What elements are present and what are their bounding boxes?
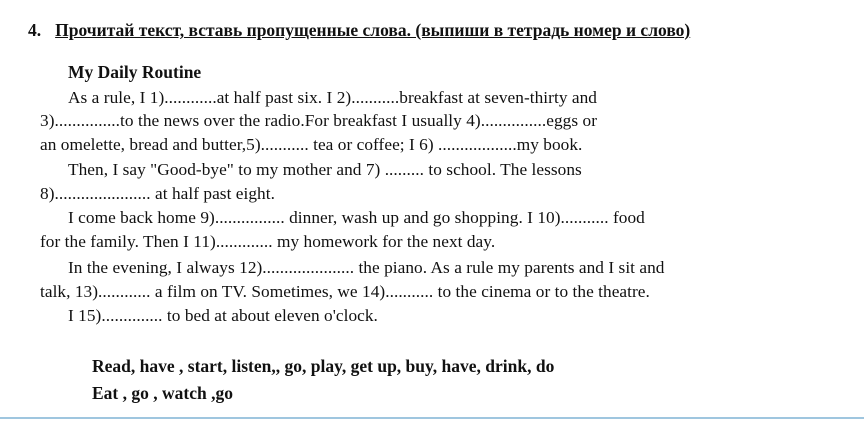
text-line-2: 3)...............to the news over the radio.For breakfast I usually 4)...............eggs or xyxy=(40,111,597,130)
task-number: 4. xyxy=(28,20,42,40)
text-line-7: for the family. Then I 11)............. my homework for the next day. xyxy=(40,232,496,251)
text-title: My Daily Routine xyxy=(68,62,202,82)
word-bank-line-1: Read, have , start, listen,, go, play, get up, buy, have, drink, do xyxy=(92,356,555,376)
text-line-1: As a rule, I 1)............at half past six. I 2)...........breakfast at seven-thirty and xyxy=(68,88,597,107)
text-line-9: talk, 13)............ a film on TV. Sometimes, we 14)........... to the cinema or to the theatre. xyxy=(40,282,650,301)
word-bank-line-2: Eat , go , watch ,go xyxy=(92,383,233,403)
task-instruction: Прочитай текст, вставь пропущенные слова. (выпиши в тетрадь номер и слово) xyxy=(55,20,691,40)
text-line-3: an omelette, bread and butter,5)........... tea or coffee; I 6) ..................my book. xyxy=(40,135,583,154)
task-heading xyxy=(28,20,690,41)
text-line-10: I 15).............. to bed at about eleven o'clock. xyxy=(68,306,378,325)
text-line-6: I come back home 9)................ dinner, wash up and go shopping. I 10)........... food xyxy=(68,208,645,227)
bottom-divider xyxy=(0,417,864,419)
text-line-4: Then, I say "Good-bye" to my mother and 7) ......... to school. The lessons xyxy=(68,160,582,179)
text-line-5: 8)...................... at half past eight. xyxy=(40,184,275,203)
text-line-8: In the evening, I always 12)..................... the piano. As a rule my parents and I sit and xyxy=(68,258,665,277)
